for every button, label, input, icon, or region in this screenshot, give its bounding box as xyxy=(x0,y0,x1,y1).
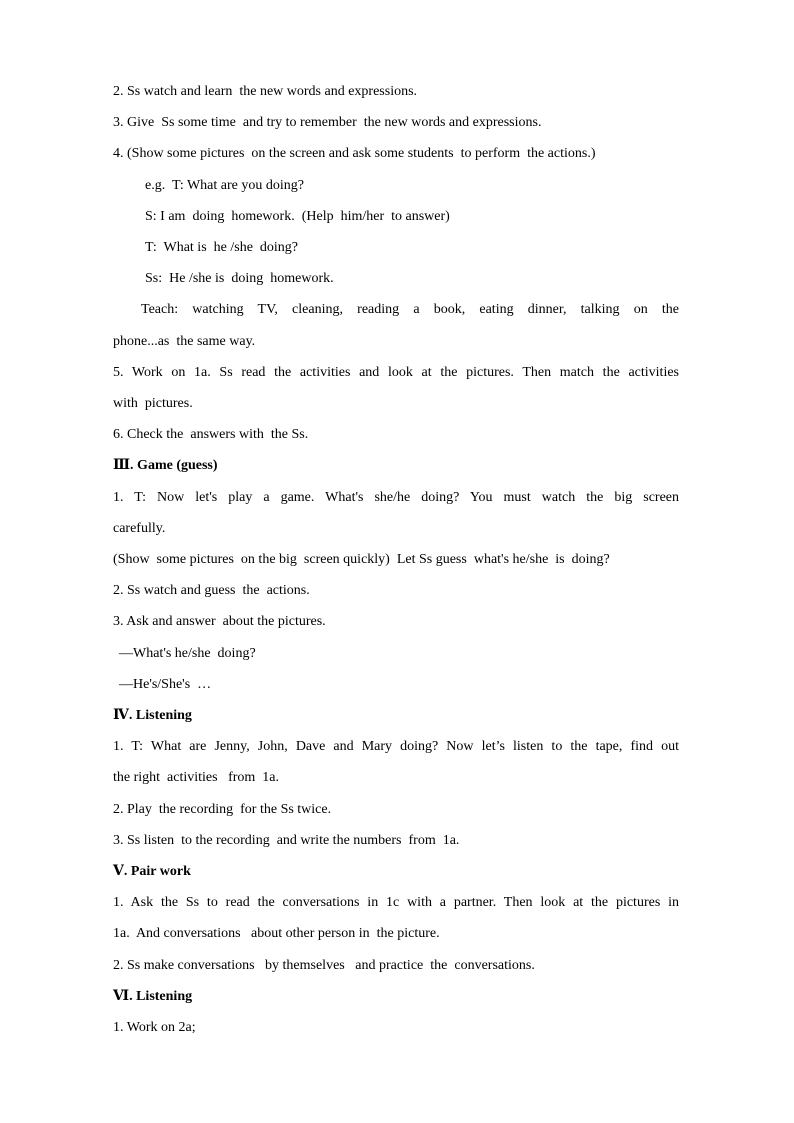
section-heading-listening: Ⅳ. Listening xyxy=(113,708,192,723)
dialogue-line: e.g. T: What are you doing? xyxy=(145,178,304,193)
section-heading-game: Ⅲ. Game (guess) xyxy=(113,458,218,473)
step-work-1a: 5. Work on 1a. Ss read the activities and look at the pictures. Then match the activities xyxy=(113,365,679,380)
section-heading-listening-2: Ⅵ. Listening xyxy=(113,989,193,1004)
pair-work-step-1-cont: 1a. And conversations about other person in the picture. xyxy=(113,926,440,941)
listening-step-1-cont: the right activities from 1a. xyxy=(113,770,280,785)
dialogue-line: —What's he/she doing? xyxy=(119,646,256,661)
dialogue-line: —He's/She's … xyxy=(119,677,212,692)
game-step-1-cont: carefully. xyxy=(113,521,166,536)
listening-step-3: 3. Ss listen to the recording and write the numbers from 1a. xyxy=(113,833,460,848)
listening2-step-1: 1. Work on 2a; xyxy=(113,1020,196,1035)
pair-work-step-2: 2. Ss make conversations by themselves and practice the conversations. xyxy=(113,958,535,973)
section-heading-pair-work: Ⅴ. Pair work xyxy=(113,864,191,879)
step-show-pictures: 4. (Show some pictures on the screen and ask some students to perform the actions.) xyxy=(113,146,596,161)
game-show-pictures: (Show some pictures on the big screen quickly) Let Ss guess what's he/she is doing? xyxy=(113,552,610,567)
listening-step-2: 2. Play the recording for the Ss twice. xyxy=(113,802,332,817)
game-step-1: 1. T: Now let's play a game. What's she/he doing? You must watch the big screen xyxy=(113,490,679,505)
step-check-answers: 6. Check the answers with the Ss. xyxy=(113,427,309,442)
dialogue-line: S: I am doing homework. (Help him/her to answer) xyxy=(145,209,450,224)
dialogue-line: T: What is he /she doing? xyxy=(145,240,299,255)
pair-work-step-1: 1. Ask the Ss to read the conversations in 1c with a partner. Then look at the pictures in xyxy=(113,895,679,910)
dialogue-line: Ss: He /she is doing homework. xyxy=(145,271,334,286)
step-remember: 3. Give Ss some time and try to remember the new words and expressions. xyxy=(113,115,542,130)
teach-line-cont: phone...as the same way. xyxy=(113,334,256,349)
game-step-3: 3. Ask and answer about the pictures. xyxy=(113,614,326,629)
step-work-1a-cont: with pictures. xyxy=(113,396,193,411)
teach-line: Teach: watching TV, cleaning, reading a book, eating dinner, talking on the xyxy=(141,302,679,317)
game-step-2: 2. Ss watch and guess the actions. xyxy=(113,583,310,598)
step-watch-learn: 2. Ss watch and learn the new words and expressions. xyxy=(113,84,418,99)
listening-step-1: 1. T: What are Jenny, John, Dave and Mary doing? Now let’s listen to the tape, find out xyxy=(113,739,679,754)
